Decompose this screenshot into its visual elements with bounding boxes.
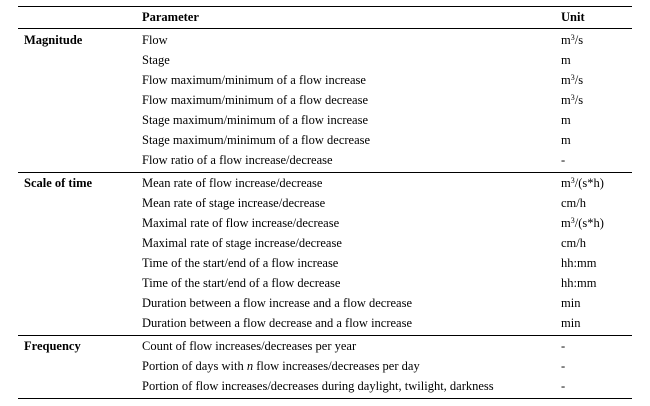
header-rule	[18, 28, 632, 29]
table-row	[18, 313, 632, 333]
parameter-cell: Duration between a flow increase and a flow decrease	[142, 296, 413, 310]
table-row	[18, 376, 632, 396]
table-row	[18, 90, 632, 110]
parameter-cell: Flow maximum/minimum of a flow increase	[142, 73, 366, 87]
parameter-cell: Time of the start/end of a flow increase	[142, 256, 339, 270]
table-row	[18, 356, 632, 376]
parameter-cell: Maximal rate of stage increase/decrease	[142, 236, 342, 250]
unit-cell: $m^3/s$	[561, 33, 584, 47]
parameter-cell: Duration between a flow decrease and a flow increase	[142, 316, 413, 330]
table-row	[18, 150, 632, 170]
table-bottom-rule	[18, 398, 632, 399]
table-row	[18, 193, 632, 213]
table-row	[18, 293, 632, 313]
table-row	[18, 273, 632, 293]
table-row	[18, 336, 632, 356]
unit-cell: m	[561, 53, 571, 67]
header-unit: Unit	[561, 10, 585, 24]
table-header-row	[18, 7, 632, 27]
unit-cell: min	[561, 296, 581, 310]
unit-cell: hh:mm	[561, 256, 597, 270]
parameter-cell: Stage maximum/minimum of a flow increase	[142, 113, 368, 127]
unit-cell: -	[561, 379, 566, 393]
unit-cell: m	[561, 113, 571, 127]
unit-cell: cm/h	[561, 236, 586, 250]
unit-cell: -	[561, 359, 566, 373]
unit-cell: cm/h	[561, 196, 586, 210]
parameter-cell: Flow maximum/minimum of a flow decrease	[142, 93, 368, 107]
unit-cell: -	[561, 339, 566, 353]
unit-cell: -	[561, 153, 566, 167]
parameter-cell: Maximal rate of flow increase/decrease	[142, 216, 340, 230]
parameter-cell: Flow ratio of a flow increase/decrease	[142, 153, 333, 167]
parameter-cell: Stage maximum/minimum of a flow decrease	[142, 133, 371, 147]
unit-cell: $m^3/s$	[561, 73, 584, 87]
parameter-cell: Mean rate of flow increase/decrease	[142, 176, 323, 190]
table-row	[18, 50, 632, 70]
table-row	[18, 173, 632, 193]
parameter-cell: Portion of flow increases/decreases during daylight, twilight, darkness	[142, 379, 494, 393]
unit-cell: $m^3/(s*h)$	[561, 176, 604, 190]
table-row	[18, 233, 632, 253]
unit-cell: $m^3/(s*h)$	[561, 216, 604, 230]
category-magnitude: Magnitude	[24, 33, 83, 47]
unit-cell: $m^3/s$	[561, 93, 584, 107]
table-row	[18, 130, 632, 150]
table-row	[18, 253, 632, 273]
parameter-cell: Stage	[142, 53, 170, 67]
parameter-cell: Portion of days with n flow increases/decreases per day	[142, 359, 420, 373]
category-scale-of-time: Scale of time	[24, 176, 93, 190]
unit-cell: hh:mm	[561, 276, 597, 290]
unit-cell: m	[561, 133, 571, 147]
category-frequency: Frequency	[24, 339, 81, 353]
parameter-cell: Time of the start/end of a flow decrease	[142, 276, 341, 290]
parameter-cell: Flow	[142, 33, 168, 47]
parameter-cell: Count of flow increases/decreases per year	[142, 339, 357, 353]
table-row	[18, 30, 632, 50]
parameter-cell: Mean rate of stage increase/decrease	[142, 196, 326, 210]
table-row	[18, 213, 632, 233]
header-parameter: Parameter	[142, 10, 199, 24]
table-row	[18, 70, 632, 90]
table-row	[18, 110, 632, 130]
unit-cell: min	[561, 316, 581, 330]
